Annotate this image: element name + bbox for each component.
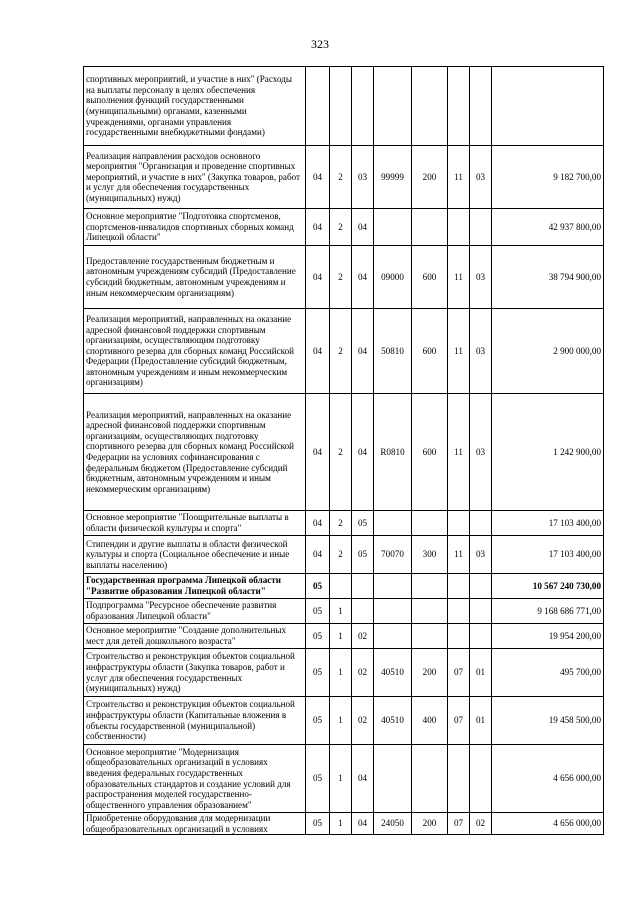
direction-code [374,624,412,649]
section-code [448,624,470,649]
amount: 9 182 700,00 [492,146,604,209]
subprogram-code: 1 [330,697,352,745]
amount: 4 656 000,00 [492,745,604,813]
event-code: 02 [352,649,374,697]
subprogram-code: 1 [330,649,352,697]
expense-type-code: 200 [412,146,448,209]
event-code [352,574,374,599]
section-code: 07 [448,649,470,697]
amount: 10 567 240 730,00 [492,574,604,599]
subsection-code: 03 [470,536,492,574]
expense-type-code: 400 [412,697,448,745]
subsection-code [470,511,492,536]
direction-code [374,574,412,599]
subprogram-code: 2 [330,309,352,394]
event-code: 04 [352,813,374,835]
row-name: Строительство и реконструкция объектов социальной инфраструктуры области (Закупка товаров, работ и услуг для обеспечения государственных (муниципальных) нужд) [84,649,306,697]
program-code: 05 [306,697,330,745]
direction-code: 40510 [374,697,412,745]
subsection-code [470,745,492,813]
row-name: Строительство и реконструкция объектов социальной инфраструктуры области (Капитальные вложения в объекты государственной (муниципальной) собственности) [84,697,306,745]
row-name: Государственная программа Липецкой области "Развитие образования Липецкой области" [84,574,306,599]
event-code: 04 [352,394,374,511]
program-code: 05 [306,599,330,624]
event-code: 04 [352,745,374,813]
section-code [448,67,470,146]
subprogram-code: 1 [330,599,352,624]
section-code [448,745,470,813]
section-code: 11 [448,246,470,309]
subsection-code [470,67,492,146]
table-row [84,394,604,511]
section-code: 11 [448,309,470,394]
table-row [84,146,604,209]
event-code: 05 [352,511,374,536]
table-row [84,511,604,536]
row-name: Основное мероприятие "Модернизация общеобразовательных организаций в условиях введения федеральных государственных образовательных стандартов и создание условий для распространения моделей государственно-общественного управления образованием" [84,745,306,813]
table-row [84,209,604,246]
table-row [84,745,604,813]
subsection-code: 02 [470,813,492,835]
table-row [84,309,604,394]
program-code: 04 [306,309,330,394]
table-row [84,697,604,745]
direction-code [374,209,412,246]
subsection-code: 03 [470,246,492,309]
subsection-code [470,574,492,599]
subprogram-code: 2 [330,536,352,574]
subprogram-code: 2 [330,209,352,246]
table-row [84,67,604,146]
row-name: Реализация мероприятий, направленных на оказание адресной финансовой поддержки спортивным организациям, осуществляющим подготовку спортивного резерва для сборных команд Российской Федерации (Предоставление субсидий бюджетным, автономным учреждениям и иным некоммерческим организациям) [84,309,306,394]
page-number: 323 [311,37,329,51]
direction-code [374,745,412,813]
event-code [352,599,374,624]
section-code [448,511,470,536]
subsection-code [470,624,492,649]
program-code: 05 [306,813,330,835]
subsection-code: 03 [470,309,492,394]
event-code: 02 [352,697,374,745]
table-row [84,536,604,574]
amount: 42 937 800,00 [492,209,604,246]
amount: 2 900 000,00 [492,309,604,394]
subsection-code: 01 [470,649,492,697]
expense-type-code: 600 [412,309,448,394]
subprogram-code: 2 [330,511,352,536]
direction-code: R0810 [374,394,412,511]
subsection-code: 03 [470,146,492,209]
amount: 495 700,00 [492,649,604,697]
amount: 19 458 500,00 [492,697,604,745]
event-code: 02 [352,624,374,649]
program-code: 05 [306,649,330,697]
expense-type-code [412,67,448,146]
row-name: Подпрограмма "Ресурсное обеспечение развития образования Липецкой области" [84,599,306,624]
amount: 4 656 000,00 [492,813,604,835]
event-code: 04 [352,209,374,246]
direction-code [374,599,412,624]
expense-type-code: 600 [412,394,448,511]
event-code: 04 [352,309,374,394]
row-name: Приобретение оборудования для модернизации общеобразовательных организаций в условиях [84,813,306,835]
direction-code: 40510 [374,649,412,697]
row-name: Основное мероприятие "Создание дополнительных мест для детей дошкольного возраста" [84,624,306,649]
expense-type-code [412,599,448,624]
row-name: Предоставление государственным бюджетным и автономным учреждениям субсидий (Предоставление субсидий бюджетным, автономным учреждениям и иным некоммерческим организациям) [84,246,306,309]
table-row [84,624,604,649]
subprogram-code: 1 [330,745,352,813]
direction-code: 99999 [374,146,412,209]
amount: 38 794 900,00 [492,246,604,309]
budget-table [83,66,604,835]
subprogram-code [330,67,352,146]
subprogram-code: 2 [330,246,352,309]
program-code: 05 [306,574,330,599]
subprogram-code: 1 [330,813,352,835]
expense-type-code: 200 [412,813,448,835]
expense-type-code [412,624,448,649]
program-code: 04 [306,511,330,536]
direction-code [374,67,412,146]
direction-code: 50810 [374,309,412,394]
amount: 19 954 200,00 [492,624,604,649]
event-code: 05 [352,536,374,574]
amount [492,67,604,146]
section-code: 07 [448,697,470,745]
section-code: 11 [448,394,470,511]
program-code: 05 [306,624,330,649]
section-code [448,599,470,624]
amount: 17 103 400,00 [492,511,604,536]
section-code: 11 [448,536,470,574]
expense-type-code [412,745,448,813]
program-code: 04 [306,536,330,574]
row-name: Реализация направления расходов основного мероприятия "Организация и проведение спортивных мероприятий, и участие в них" (Закупка товаров, работ и услуг для обеспечения государственных (муниципальных) нужд) [84,146,306,209]
expense-type-code: 600 [412,246,448,309]
program-code: 04 [306,246,330,309]
table-row [84,574,604,599]
direction-code: 09000 [374,246,412,309]
event-code: 04 [352,246,374,309]
event-code: 03 [352,146,374,209]
program-code: 05 [306,745,330,813]
expense-type-code [412,511,448,536]
subsection-code: 03 [470,394,492,511]
section-code [448,209,470,246]
table-row [84,246,604,309]
row-name: Основное мероприятие "Подготовка спортсменов, спортсменов-инвалидов спортивных сборных команд Липецкой области" [84,209,306,246]
row-name: спортивных мероприятий, и участие в них" (Расходы на выплаты персоналу в целях обеспечения выполнения функций государственными (муниципальными) органами, казенными учреждениями, органами управления государственными внебюджетными фондами) [84,67,306,146]
program-code: 04 [306,209,330,246]
expense-type-code [412,574,448,599]
program-code: 04 [306,146,330,209]
section-code [448,574,470,599]
subprogram-code: 2 [330,394,352,511]
direction-code: 24050 [374,813,412,835]
expense-type-code [412,209,448,246]
direction-code [374,511,412,536]
subprogram-code: 1 [330,624,352,649]
subprogram-code: 2 [330,146,352,209]
row-name: Стипендии и другие выплаты в области физической культуры и спорта (Социальное обеспечение и иные выплаты населению) [84,536,306,574]
subprogram-code [330,574,352,599]
amount: 1 242 900,00 [492,394,604,511]
amount: 9 168 686 771,00 [492,599,604,624]
table-row [84,649,604,697]
section-code: 11 [448,146,470,209]
section-code: 07 [448,813,470,835]
table-row [84,813,604,835]
subsection-code [470,599,492,624]
table-row [84,599,604,624]
program-code: 04 [306,394,330,511]
event-code [352,67,374,146]
row-name: Основное мероприятие "Поощрительные выплаты в области физической культуры и спорта" [84,511,306,536]
expense-type-code: 300 [412,536,448,574]
row-name: Реализация мероприятий, направленных на оказание адресной финансовой поддержки спортивным организациям, осуществляющих подготовку спортивного резерва для сборных команд Российской Федерации на условиях софинансирования с федеральным бюджетом (Предоставление субсидий бюджетным, автономным учреждениям и иным некоммерческим организациям) [84,394,306,511]
direction-code: 70070 [374,536,412,574]
amount: 17 103 400,00 [492,536,604,574]
program-code [306,67,330,146]
subsection-code: 01 [470,697,492,745]
subsection-code [470,209,492,246]
expense-type-code: 200 [412,649,448,697]
